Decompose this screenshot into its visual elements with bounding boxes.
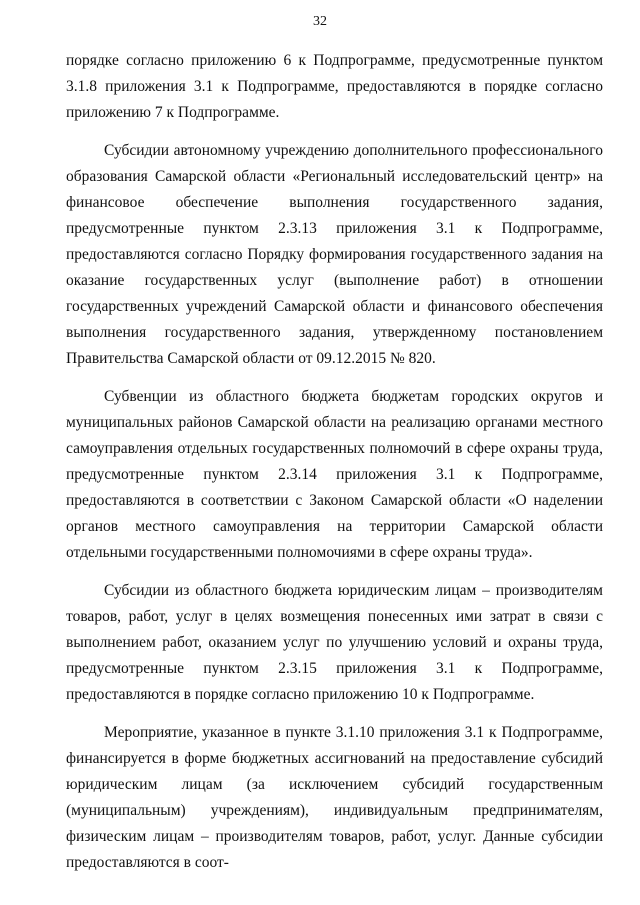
page-number: 32: [313, 14, 327, 29]
paragraph-continuation: порядке согласно приложению 6 к Подпрограмме, предусмотренные пунктом 3.1.8 приложения 3.1 к Подпрограмме, предоставляются в порядке согласно приложению 7 к Подпрограмме.: [66, 52, 603, 121]
document-body: [66, 48, 603, 888]
paragraph: Субвенции из областного бюджета бюджетам городских округов и муниципальных районов Самарской области на реализацию органами местного самоуправления отдельных государственных полномочий в сфере охраны труда, предусмотренные пунктом 2.3.14 приложения 3.1 к Подпрограмме, предоставляются в соответствии с Законом Самарской области «О наделении органов местного самоуправления на территории Самарской области отдельными государственными полномочиями в сфере охраны труда».: [66, 388, 603, 561]
paragraph: Субсидии из областного бюджета юридическим лицам – производителям товаров, работ, услуг в целях возмещения понесенных ими затрат в связи с выполнением работ, оказанием услуг по улучшению условий и охраны труда, предусмотренные пунктом 2.3.15 приложения 3.1 к Подпрограмме, предоставляются в порядке согласно приложению 10 к Подпрограмме.: [66, 582, 603, 703]
paragraph: Мероприятие, указанное в пункте 3.1.10 приложения 3.1 к Подпрограмме, финансируется в форме бюджетных ассигнований на предоставление субсидий юридическим лицам (за исключением субсидий государственным (муниципальным) учреждениям), индивидуальным предпринимателям, физическим лицам – производителям товаров, работ, услуг. Данные субсидии предоставляются в соот-: [66, 724, 603, 871]
paragraph: Субсидии автономному учреждению дополнительного профессионального образования Самарской области «Региональный исследовательский центр» на финансовое обеспечение выполнения государственного задания, предусмотренные пунктом 2.3.13 приложения 3.1 к Подпрограмме, предоставляются согласно Порядку формирования государственного задания на оказание государственных услуг (выполнение работ) в отношении государственных учреждений Самарской области и финансового обеспечения выполнения государственного задания, утвержденному постановлением Правительства Самарской области от 09.12.2015 № 820.: [66, 142, 603, 367]
